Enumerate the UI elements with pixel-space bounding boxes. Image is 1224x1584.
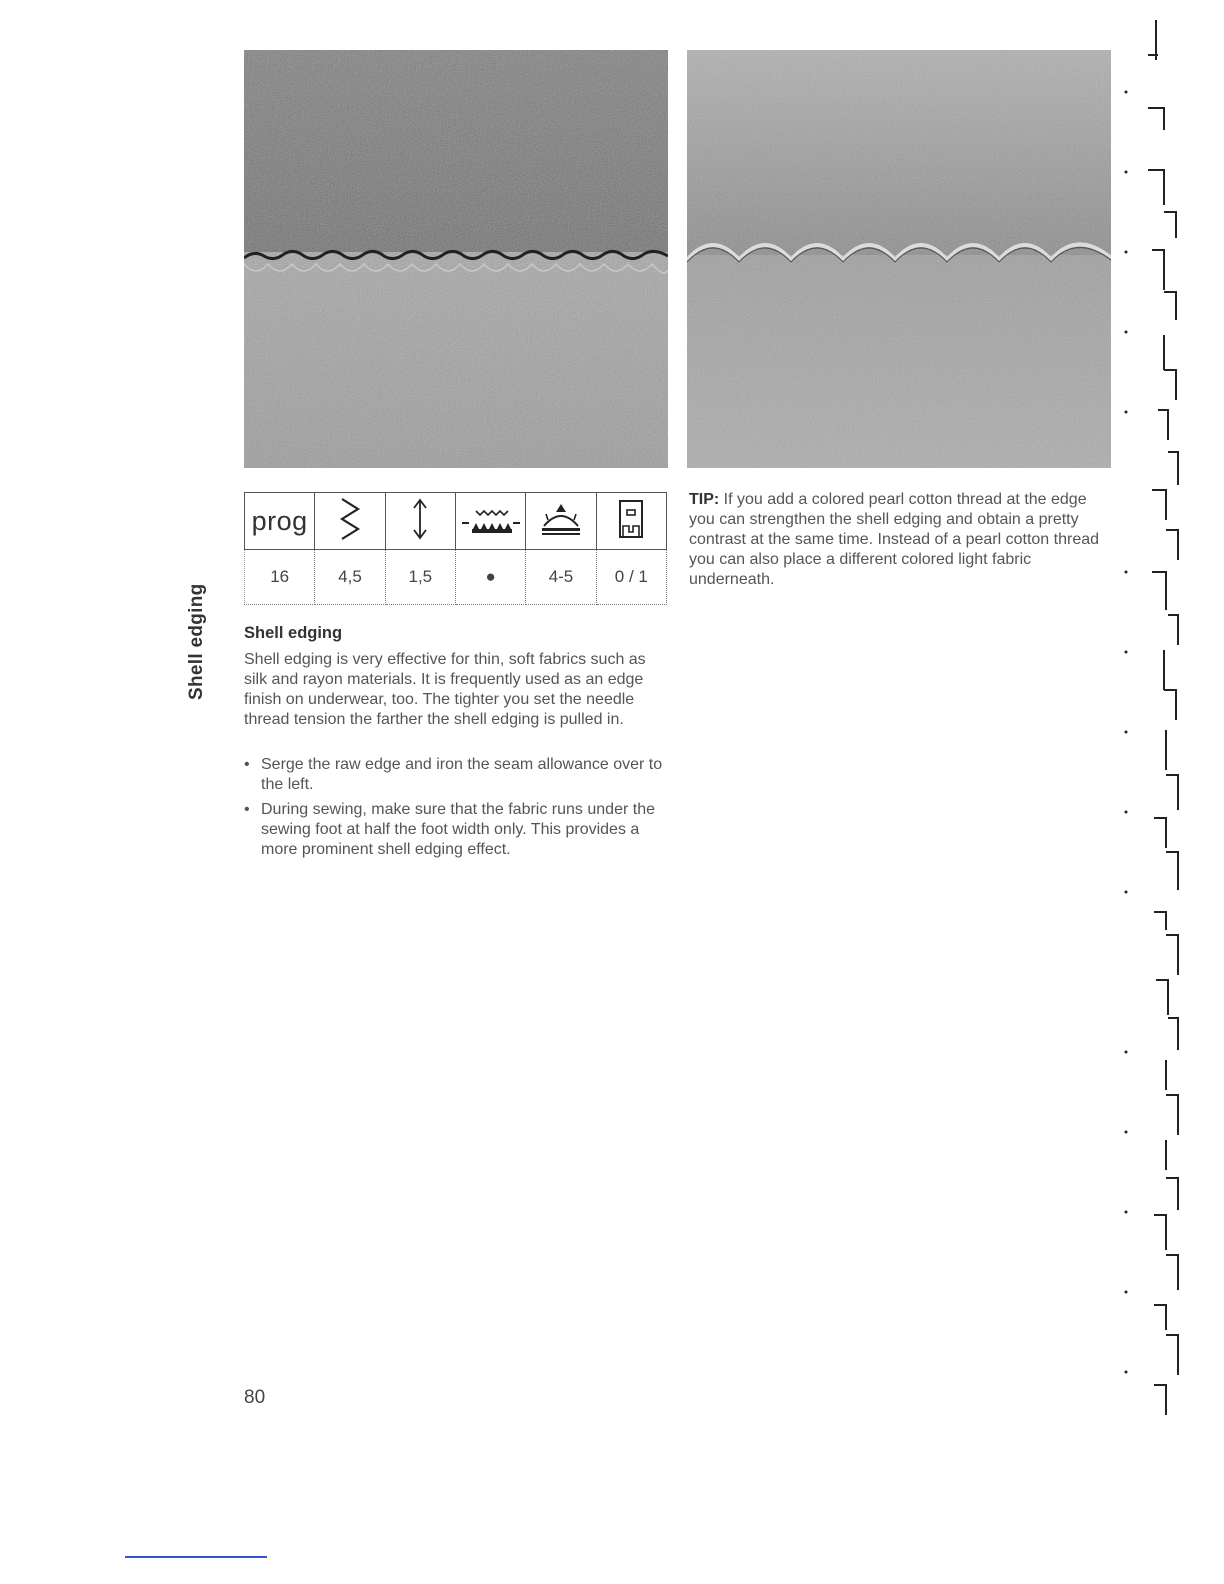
tip-paragraph [689, 490, 1109, 590]
value-stitch-width: 4,5 [315, 550, 385, 605]
differential-feed-icon [455, 493, 525, 550]
page-number: 80 [244, 1387, 266, 1408]
prog-header-cell [245, 493, 315, 550]
bottom-rule [125, 1556, 267, 1558]
index-tab-edge-marks [1118, 0, 1224, 1584]
list-item [244, 755, 669, 795]
value-presser-foot: 0 / 1 [596, 550, 666, 605]
value-differential-feed: ● [455, 550, 525, 605]
tip-text: If you add a colored pearl cotton thread at the edge you can strengthen the shell edging and obtain a pretty contrast at the same time. Instead of a pearl cotton thread you can also place a different colored light fabric underneath. [689, 491, 1100, 588]
presser-foot-icon [596, 493, 666, 550]
value-thread-tension: 4-5 [526, 550, 596, 605]
shell-edging-photo-left [244, 50, 668, 468]
value-prog: 16 [245, 550, 315, 605]
intro-paragraph: Shell edging is very effective for thin, soft fabrics such as silk and rayon materials. It is frequently used as an edge finish on underwear, too. The tighter you set the needle thread tension the farther the shell edging is pulled in. [244, 651, 646, 728]
bullet-icon: • [244, 801, 250, 818]
value-stitch-length: 1,5 [385, 550, 455, 605]
settings-table [244, 492, 667, 605]
list-item-text: During sewing, make sure that the fabric runs under the sewing foot at half the foot width only. This provides a more prominent shell edging effect. [261, 801, 655, 858]
section-heading: Shell edging [244, 624, 343, 642]
instruction-list [244, 755, 669, 865]
bullet-icon: • [244, 756, 250, 773]
thread-tension-icon [526, 493, 596, 550]
tip-label: TIP: [689, 491, 720, 508]
side-tab-label: Shell edging [186, 583, 207, 700]
list-item-text: Serge the raw edge and iron the seam allowance over to the left. [261, 756, 663, 793]
shell-edging-photo-right [687, 50, 1111, 468]
list-item [244, 800, 669, 860]
stitch-width-icon [315, 493, 385, 550]
stitch-length-icon [385, 493, 455, 550]
prog-label: prog [251, 505, 308, 536]
